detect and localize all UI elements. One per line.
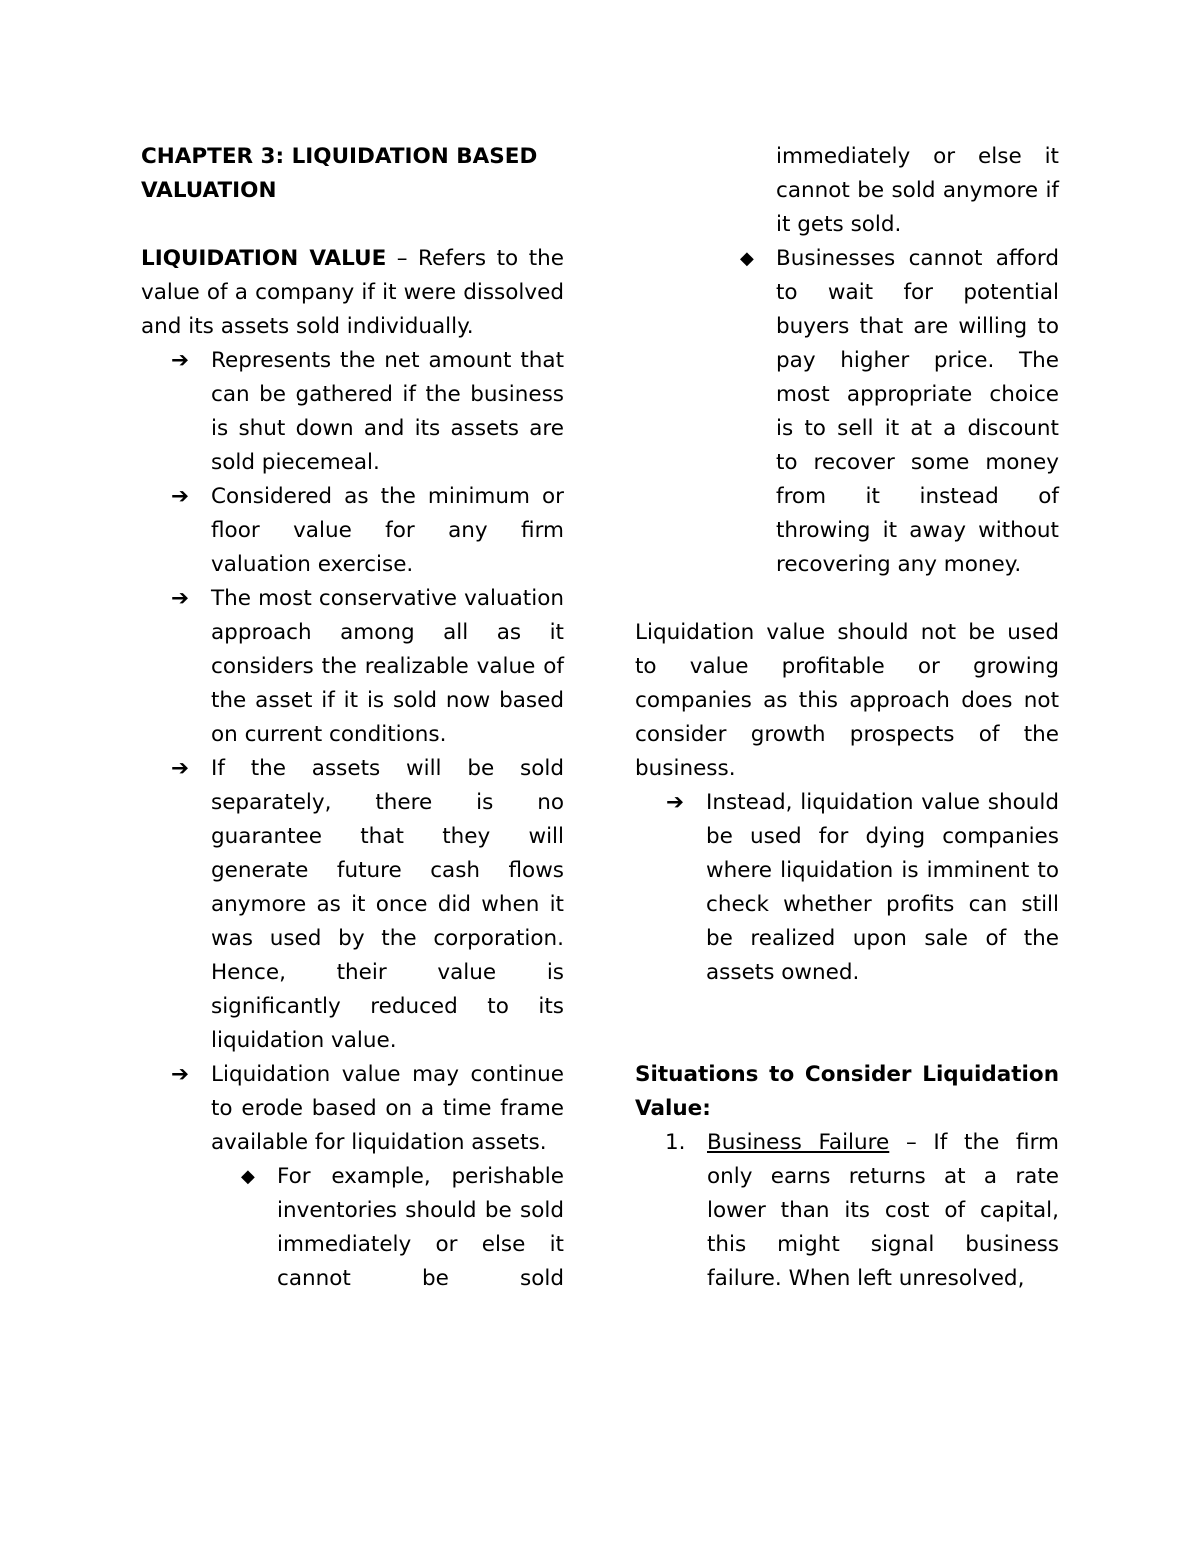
arrow-list-item: [171, 1058, 564, 1160]
numbered-item-body: – If the firm only earns returns at a rate lower than its cost of capital, this might signal business failure. When left unresolved,: [707, 1130, 1059, 1291]
numbered-item-term: Business Failure: [707, 1130, 890, 1155]
diamond-item-text: For example, perishable inventories should be sold immediately or else it cannot be sold: [277, 1164, 564, 1291]
chapter-title: CHAPTER 3: LIQUIDATION BASED VALUATION: [141, 144, 538, 203]
right-column: [635, 140, 1059, 1296]
arrow-list-item: [171, 480, 564, 582]
arrow-item-text: Instead, liquidation value should be used for dying companies where liquidation is imminent to check whether profits can still be realized upon sale of the assets owned.: [706, 790, 1059, 985]
arrow-item-text: Represents the net amount that can be gathered if the business is shut down and its assets are sold piecemeal.: [211, 348, 564, 475]
definition-text: – Refers to the value of a company if it were dissolved and its assets sold individually.: [141, 246, 564, 339]
arrow-list-item: [666, 786, 1059, 990]
section-heading: Situations to Consider Liquidation Value:: [635, 1062, 1059, 1121]
arrow-icon: ➔: [171, 1062, 190, 1087]
arrow-list-item: [171, 752, 564, 1058]
arrow-icon: ➔: [171, 484, 190, 509]
diamond-icon: ◆: [241, 1166, 255, 1187]
diamond-icon: ◆: [740, 248, 754, 269]
arrow-item-text: If the assets will be sold separately, there is no guarantee that they will generate future cash flows anymore as it once did when it was used by the corporation. Hence, their value is significantly reduced to its liquidation value.: [211, 756, 564, 1053]
arrow-icon: ➔: [171, 586, 190, 611]
list-number: 1.: [665, 1130, 686, 1155]
diamond-list-item: [241, 1160, 564, 1296]
arrow-item-text: Considered as the minimum or floor value for any firm valuation exercise.: [211, 484, 564, 577]
arrow-icon: ➔: [666, 790, 685, 815]
arrow-list-item: [171, 582, 564, 752]
definition-paragraph: [141, 242, 564, 344]
diamond-list-item: [740, 242, 1059, 582]
arrow-icon: ➔: [171, 348, 190, 373]
arrow-item-text: Liquidation value may continue to erode based on a time frame available for liquidation assets.: [211, 1062, 564, 1155]
arrow-icon: ➔: [171, 756, 190, 781]
arrow-list-item: [171, 344, 564, 480]
definition-term: LIQUIDATION VALUE: [141, 246, 387, 271]
left-column: [141, 140, 564, 1296]
diamond-continuation-text: immediately or else it cannot be sold anymore if it gets sold.: [776, 144, 1059, 237]
body-paragraph: Liquidation value should not be used to value profitable or growing companies as this approach does not consider growth prospects of the business.: [635, 620, 1059, 781]
diamond-item-text: Businesses cannot afford to wait for potential buyers that are willing to pay higher price. The most appropriate choice is to sell it at a discount to recover some money from it instead of throwing it away without recovering any money.: [776, 246, 1059, 577]
numbered-item-text: [707, 1126, 1059, 1296]
numbered-list-item: [665, 1126, 1059, 1296]
arrow-item-text: The most conservative valuation approach among all as it considers the realizable value of the asset if it is sold now based on current conditions.: [211, 586, 564, 747]
